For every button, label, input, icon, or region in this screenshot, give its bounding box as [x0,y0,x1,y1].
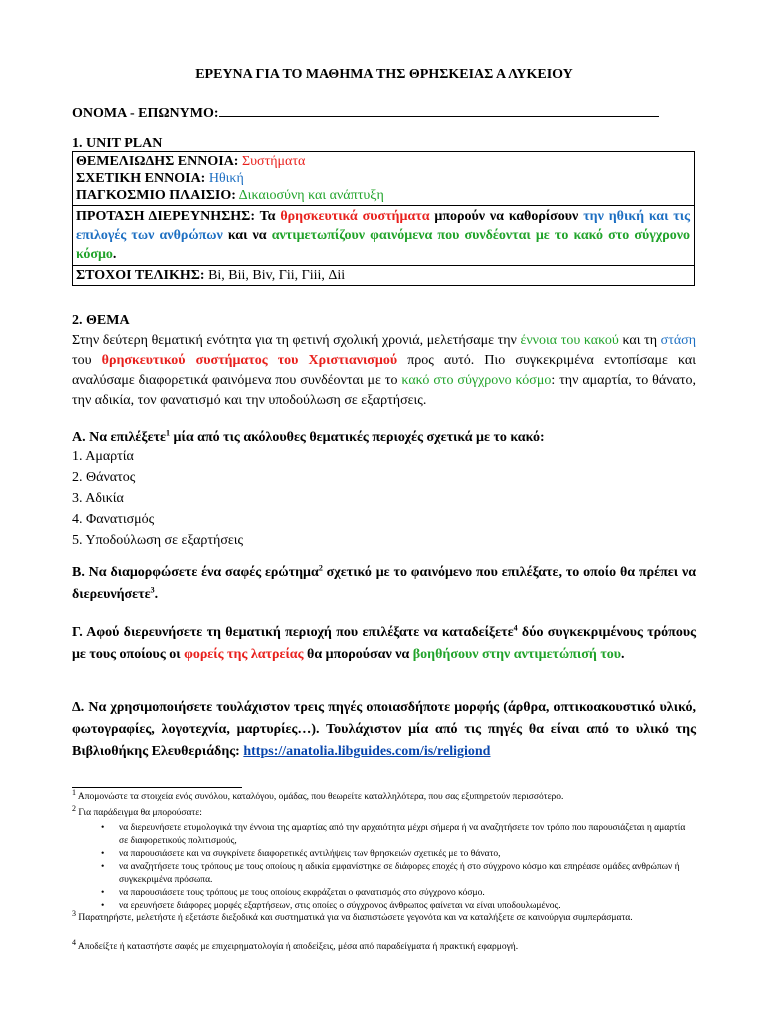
theme-evil-concept: έννοια του κακού [520,333,619,348]
question-c [72,622,696,666]
footnote-number: 1 [72,787,76,797]
list-item: • να παρουσιάσετε και να συγκρίνετε διαφορετικές αντιλήψεις των θρησκειών σχετικές με το θάνατο, [119,848,696,861]
list-item: • να ερευνήσετε διάφορες μορφές εξαρτήσεων, στις οποίες ο σύγχρονος άνθρωπος φαίνεται να είναι υποδουλωμένος. [119,900,696,913]
table-row-concepts [73,152,695,206]
table-row-goals [73,266,695,286]
name-field-line [72,103,696,122]
footnote-ref-3[interactable]: 3 [150,585,155,595]
inquiry-text: Τα [259,209,276,224]
question-c-help: βοηθήσουν στην αντιμετώπισή του [412,647,622,662]
question-b-text: Β. Να διαμορφώσετε ένα σαφές ερώτημα [72,565,319,580]
theme-religious-system: θρησκευτικού συστήματος του Χριστιανισμού [101,353,398,368]
footnote-3 [72,908,696,925]
question-c-period: . [621,647,625,662]
question-b-text: σχετικό με το φαινόμενο που επιλέξατε, το οποίο θα πρέπει να διερευνήσετε [72,565,697,602]
footnote-text: Αποδείξτε ή καταστήστε σαφές με επιχειρηματολογία ή αποδείξεις, μέσα από παραδείγματα ή πρακτική εφαρμογή. [77,942,519,952]
inquiry-systems: θρησκευτικά συστήματα [280,209,430,224]
theme-modern-evil: κακό στο σύγχρονο κόσμο [401,373,552,388]
footnote-2-list [72,822,696,913]
footnote-ref-1[interactable]: 1 [166,428,171,438]
inquiry-period: . [112,247,117,262]
footnote-2 [72,803,696,913]
question-d [72,697,696,763]
context-row [76,187,690,204]
goals-label: ΣΤΟΧΟΙ ΤΕΛΙΚΗΣ: [76,268,205,283]
theme-text: και τη [622,333,658,348]
question-b-period: . [154,587,159,602]
question-c-text: Γ. Αφού διερευνήσετε τη θεματική περιοχή που επιλέξατε να καταδείξετε [72,625,514,640]
list-item: 4. Φανατισμός [72,512,155,527]
inquiry-evil: αντιμετωπίζουν φαινόμενα που συνδέονται με το κακό στο σύγχρονο κόσμο [76,228,690,262]
theme-text: προς αυτό. Πιο συγκεκριμένα εντοπίσαμε και αναλύσαμε διαφορετικά φαινόμενα που συνδέονται με το [72,353,697,388]
related-value: Ηθική [208,171,244,186]
footnote-text: Απομονώστε τα στοιχεία ενός συνόλου, καταλόγου, ομάδας, που θεωρείτε καταλληλότερα, που σας εξυπηρετούν περισσότερο. [77,792,564,802]
concept-value: Συστήματα [241,154,306,169]
inquiry-text: και να [227,228,267,243]
footnote-ref-4[interactable]: 4 [513,623,518,633]
theme-paragraph [72,331,696,411]
inquiry-ethics: την ηθική και τις επιλογές των ανθρώπων [76,209,691,243]
question-d-text: Δ. Να χρησιμοποιήσετε τουλάχιστον τρεις πηγές οποιασδήποτε μορφής (άρθρα, οπτικοακουστικό υλικό, φωτογραφίες, λογοτεχνία, μαρτυρίες…). Τουλάχιστον μία από τις πηγές θα είναι από το υλικό της Βιβλιοθήκης Ελευθεριάδης: [72,700,696,759]
list-item: • να διερευνήσετε ετυμολογικά την έννοια της αμαρτίας από την αρχαιότητα μέχρι σήμερα ή να αναζητήσετε τον τρόπο που παρουσιάζεται η αμαρτία σε διαφορετικούς πολιτισμούς, [119,822,696,848]
footnote-text: Παρατηρήστε, μελετήστε ή εξετάστε διεξοδικά και συστηματικά για να διαπιστώσετε γεγονότα και να καταλήξετε σε καινούργια συμπεράσματα. [78,913,633,923]
footnote-4 [72,937,696,954]
footnote-number: 2 [72,803,76,813]
theme-stance: στάση [660,333,697,348]
question-a-text: Α. Να επιλέξετε [72,430,167,445]
theme-text: Στην δεύτερη θεματική ενότητα για τη φετινή σχολική χρονιά, μελετήσαμε την [72,333,517,348]
question-c-worship-bodies: φορείς της λατρείας [184,647,304,662]
footnote-text: Για παράδειγμα θα μπορούσατε: [78,808,202,818]
library-guide-link[interactable]: https://anatolia.libguides.com/is/religiond [243,744,491,759]
theme-text: του [72,353,92,368]
footnote-divider [72,787,242,788]
concept-row [76,153,690,170]
list-item: • να παρουσιάσετε τους τρόπους με τους οποίους εκφράζεται ο φανατισμός στο σύγχρονο κόσμο. [119,887,696,900]
footnote-ref-2[interactable]: 2 [318,563,323,573]
section-theme-heading: 2. ΘΕΜΑ [72,313,130,328]
question-a-text: μία από τις ακόλουθες θεματικές περιοχές σχετικά με το κακό: [173,430,545,445]
list-item: 2. Θάνατος [72,470,136,485]
name-label: ΟΝΟΜΑ - ΕΠΩΝΥΜΟ: [72,106,219,121]
table-row-inquiry [73,206,695,266]
concept-label: ΘΕΜΕΛΙΩΔΗΣ ΕΝΝΟΙΑ: [76,154,239,169]
goals-value: Bi, Bii, Biv, Γii, Γiii, Δii [208,268,346,283]
list-item: • να αναζητήσετε τους τρόπους με τους οποίους η αδικία εμφανίστηκε σε διάφορες εποχές ή στο σύγχρονο κόσμο και επηρέασε ομάδες ανθρώπων ή συγκεκριμένα πρόσωπα. [119,861,696,887]
context-label: ΠΑΓΚΟΣΜΙΟ ΠΛΑΙΣΙΟ: [76,188,236,203]
list-item: 5. Υποδούλωση σε εξαρτήσεις [72,533,244,548]
inquiry-text: μπορούν να καθορίσουν [434,209,579,224]
theme-text: : την αμαρτία, το θάνατο, την αδικία, τον φανατισμό και την υποδούλωση σε εξαρτήσεις. [72,373,697,408]
inquiry-label: ΠΡΟΤΑΣΗ ΔΙΕΡΕΥΝΗΣΗΣ: [76,209,255,224]
related-row [76,170,690,187]
topic-options-list [72,446,243,551]
footnote-number: 3 [72,908,76,918]
question-b [72,562,696,606]
document-title: ΕΡΕΥΝΑ ΓΙΑ ΤΟ ΜΑΘΗΜΑ ΤΗΣ ΘΡΗΣΚΕΙΑΣ Α ΛΥΚΕΙΟΥ [195,67,573,82]
list-item: 3. Αδικία [72,491,124,506]
related-label: ΣΧΕΤΙΚΗ ΕΝΝΟΙΑ: [76,171,206,186]
unit-plan-table [72,151,695,286]
name-blank-line[interactable] [219,103,659,117]
footnote-number: 4 [72,937,76,947]
list-item: 1. Αμαρτία [72,449,134,464]
section-unit-plan-heading: 1. UNIT PLAN [72,136,163,151]
context-value: Δικαιοσύνη και ανάπτυξη [238,188,384,203]
question-c-text: δύο συγκεκριμένους τρόπους με τους οποίους οι [72,625,697,662]
question-c-text: θα μπορούσαν να [307,647,410,662]
footnote-1 [72,787,696,804]
